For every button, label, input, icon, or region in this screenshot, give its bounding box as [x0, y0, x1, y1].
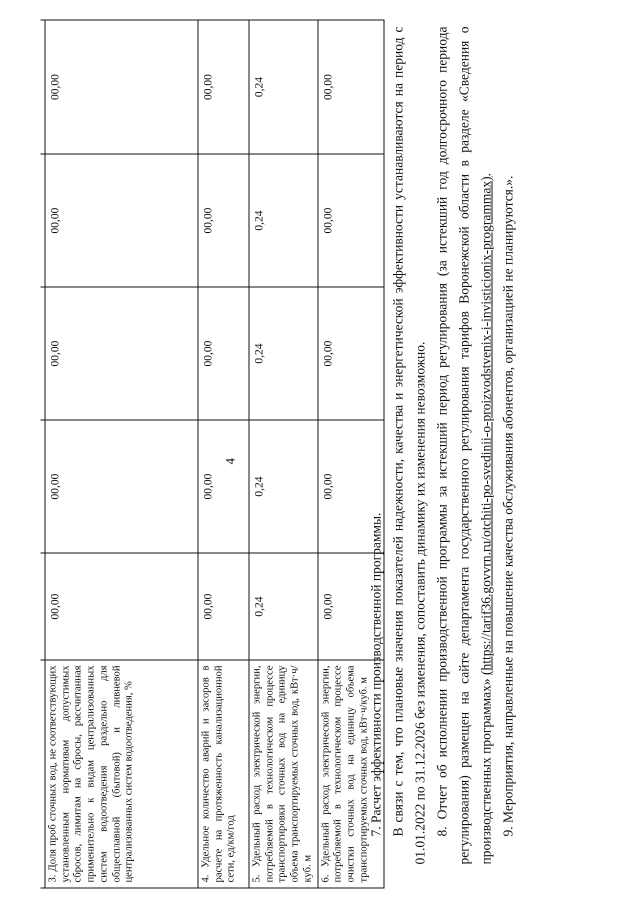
indicator-value: 0,24 [249, 553, 318, 660]
indicator-description: 4. Удельное количество аварий и засоров в расчете на протяженность канализационной сети, ед/км/год [198, 660, 249, 888]
section-8-end: . [478, 172, 494, 177]
indicator-value: 00,00 [45, 287, 198, 420]
indicator-description: 6. Удельный расход электрической энергии, потребляемой в технологическом процессе очистки сточных вод на единицу объема транспортируемых сточных вод, кВт·ч/куб. м [318, 660, 384, 888]
section-8-paragraph [432, 27, 498, 865]
indicator-value: 00,00 [198, 154, 249, 287]
page-number: 4 [222, 458, 238, 465]
section-8-text: 8. Отчет об исполнении производственной программы за истекший период регулирования (за истекший год долгосрочного периода регулирования) размещен на сайте департамента государственного регулирования тарифов Воронежской области в разделе «Сведения о производственных программах» [434, 26, 494, 865]
indicator-value: 00,00 [318, 420, 384, 553]
indicator-value: 00,00 [198, 420, 249, 553]
indicator-value: 00,00 [318, 20, 384, 154]
indicator-description: 3. Доля проб сточных вод, не соответствующих установленным нормативам допустимых сбросов, лимитам на сбросы, рассчитанная применительно к видам централизованных систем водоотведения раздельно для общесплавной (бытовой) и ливневой централизованных систем водоотведения, % [45, 660, 198, 888]
indicator-value: 0,24 [249, 20, 318, 154]
indicator-value: 00,00 [318, 154, 384, 287]
programs-report-link[interactable]: (https://tarif36.govvrn.ru/otchiti-po-svedinii-o-proizvodstvenix-i-invisticionix-programmax) [478, 176, 494, 676]
indicator-value: 00,00 [318, 287, 384, 420]
table-row [45, 20, 198, 888]
indicator-value: 0,24 [249, 287, 318, 420]
indicator-value: 00,00 [198, 20, 249, 154]
indicator-value: 00,00 [198, 287, 249, 420]
section-7-text: В связи с тем, что плановые значения показателей надежности, качества и энергетической эффективности устанавливаются на период с 01.01.2022 по 31.12.2026 без изменения, сопоставить динамику их изменения невозможно. [390, 26, 428, 865]
indicators-table [41, 20, 385, 889]
indicator-value: 00,00 [45, 420, 198, 553]
indicator-value: 00,00 [198, 553, 249, 660]
indicator-value: 00,00 [45, 553, 198, 660]
indicator-value: 0,24 [249, 420, 318, 553]
section-9-text: 9. Мероприятия, направленные на повышение качества обслуживания абонентов, организацией не планируются.». [500, 175, 516, 837]
table-row [198, 20, 249, 888]
section-7-title: 7. Расчет эффективности производственной программы. [368, 512, 384, 837]
indicator-value: 0,24 [249, 154, 318, 287]
rotated-page [1, 0, 640, 905]
indicator-description: 5. Удельный расход электрической энергии, потребляемой в технологическом процессе транспортировки сточных вод на единицу объема транспортируемых сточных вод, кВт·ч/куб. м [249, 660, 318, 888]
indicator-value: 00,00 [45, 20, 198, 154]
body-text [366, 27, 520, 865]
table-row [249, 20, 318, 888]
indicator-value: 00,00 [45, 154, 198, 287]
indicator-value: 00,00 [318, 553, 384, 660]
